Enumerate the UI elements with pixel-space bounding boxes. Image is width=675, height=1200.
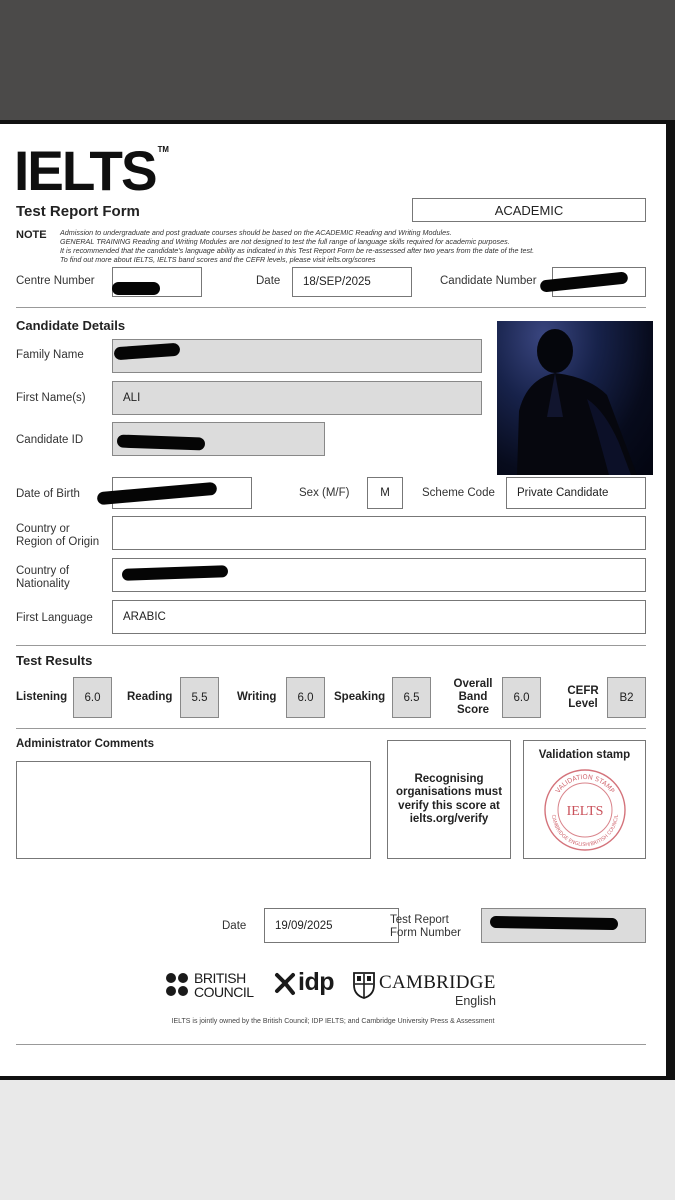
british-council-icon [165, 972, 195, 998]
ielts-logo: IELTS ™ [14, 139, 169, 202]
idp-icon [274, 972, 296, 1003]
cefr-level-label: CEFR Level [567, 685, 599, 711]
svg-text:VALIDATION STAMP: VALIDATION STAMP [553, 773, 617, 795]
country-origin-field [112, 516, 646, 550]
british-council-logo-text: BRITISH COUNCIL [194, 970, 254, 1000]
speaking-label: Speaking [334, 691, 386, 703]
validation-stamp-seal [542, 767, 628, 853]
first-names-field: ALI [112, 381, 482, 415]
divider [16, 645, 646, 646]
listening-label: Listening [16, 691, 68, 703]
svg-text:IELTS: IELTS [566, 804, 604, 819]
form-title: Test Report Form [16, 203, 140, 220]
photo-silhouette [497, 321, 653, 475]
note-text: Admission to undergraduate and post graduate courses should be based on the ACADEMIC Reading and Writing Modules. GENERAL TRAINING Reading and Writing Modules are not designed to test the full range of language skills required for academic purposes. It is recommended that the candidate's language ability as indicated in this Test Report Form be re-assessed after two years from the date of the test. To find out more about IELTS, IELTS band scores and the CEFR levels, please visit ielts.org/scores [60, 228, 535, 264]
divider [16, 307, 646, 308]
reading-label: Reading [127, 691, 173, 703]
issue-date-field: 19/09/2025 [264, 908, 399, 943]
candidate-id-label: Candidate ID [16, 434, 84, 446]
redaction-mark [490, 916, 618, 930]
validation-stamp-box: Validation stamp VALIDATION STAMP CAMBRIDGE ENGLISH/BRITISH COUNCIL IELTS [523, 740, 646, 859]
divider [16, 1044, 646, 1045]
overall-band-score: 6.0 [502, 677, 541, 718]
scheme-code-label: Scheme Code [422, 487, 495, 499]
candidate-details-title: Candidate Details [16, 318, 126, 333]
screen-top-bar [0, 0, 675, 122]
cambridge-logo-text: CAMBRIDGE [379, 972, 496, 993]
cambridge-english-text: English [455, 994, 496, 1008]
candidate-number-label: Candidate Number [440, 275, 537, 287]
country-origin-label: Country or Region of Origin [16, 523, 100, 549]
divider [16, 728, 646, 729]
reading-score: 5.5 [180, 677, 219, 718]
family-name-label: Family Name [16, 349, 84, 361]
test-results-title: Test Results [16, 653, 93, 668]
writing-score: 6.0 [286, 677, 325, 718]
country-nationality-label: Country of Nationality [16, 565, 70, 591]
first-language-label: First Language [16, 612, 93, 624]
sex-label: Sex (M/F) [299, 487, 350, 499]
note-label: NOTE [16, 229, 47, 241]
listening-score: 6.0 [73, 677, 112, 718]
sex-field: M [367, 477, 403, 509]
date-label: Date [256, 275, 281, 287]
writing-label: Writing [237, 691, 277, 703]
admin-comments-label: Administrator Comments [16, 738, 155, 750]
first-language-field: ARABIC [112, 600, 646, 634]
admin-comments-box [16, 761, 371, 859]
screen-bottom-area [0, 1080, 675, 1200]
ownership-note: IELTS is jointly owned by the British Council; IDP IELTS; and Cambridge University Press & Assessment [171, 1018, 495, 1025]
redaction-mark [112, 282, 160, 295]
issue-date-label: Date [222, 920, 247, 932]
first-names-label: First Name(s) [16, 392, 86, 404]
test-date-field: 18/SEP/2025 [292, 267, 412, 297]
speaking-score: 6.5 [392, 677, 431, 718]
cefr-level-value: B2 [607, 677, 646, 718]
scheme-code-field: Private Candidate [506, 477, 646, 509]
verify-notice: Recognising organisations must verify this score at ielts.org/verify [387, 740, 511, 859]
overall-band-label: Overall Band Score [453, 678, 493, 717]
dob-label: Date of Birth [16, 488, 80, 500]
candidate-photo [497, 321, 653, 475]
svg-text:CAMBRIDGE ENGLISH/BRITISH COUN: CAMBRIDGE ENGLISH/BRITISH COUNCIL [550, 814, 620, 849]
idp-logo-text: idp [298, 968, 334, 996]
centre-number-label: Centre Number [16, 275, 95, 287]
trf-number-label: Test Report Form Number [390, 914, 461, 940]
cambridge-crest-icon [352, 971, 376, 1004]
module-box: ACADEMIC [412, 198, 646, 222]
